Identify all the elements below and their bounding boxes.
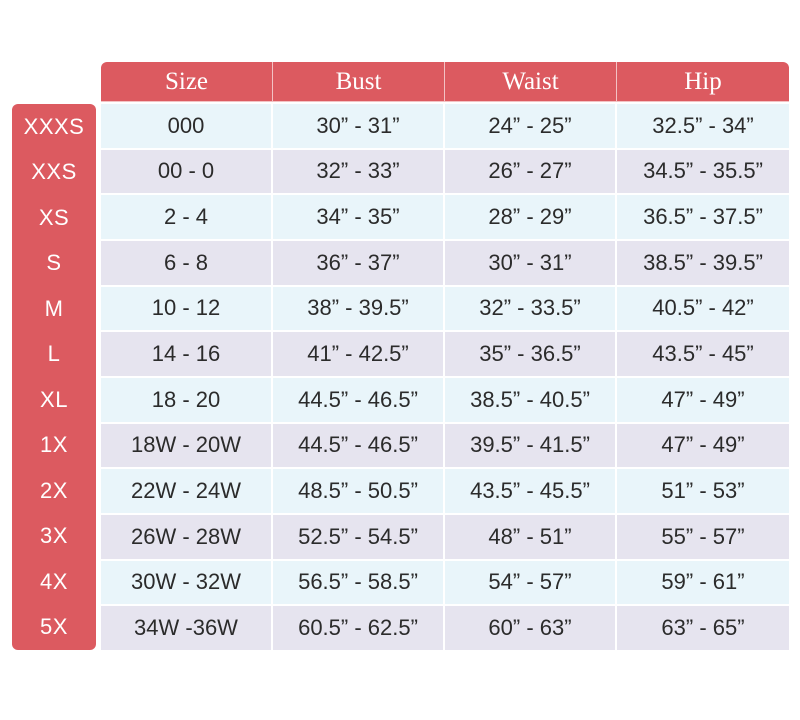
row-size-label: XS [38, 204, 70, 230]
row-size-label: XXS [31, 159, 77, 185]
table-cell: 30W - 32W [101, 561, 273, 605]
table-cell: 28” - 29” [445, 195, 617, 239]
header-waist: Waist [445, 62, 617, 102]
row-size-label: 3X [40, 523, 68, 549]
table-cell: 36.5” - 37.5” [617, 195, 789, 239]
table-cell: 63” - 65” [617, 606, 789, 650]
table-cell: 26W - 28W [101, 515, 273, 559]
table-cell: 00 - 0 [101, 150, 273, 194]
table-cell: 10 - 12 [101, 287, 273, 331]
table-cell: 56.5” - 58.5” [273, 561, 445, 605]
table-cell: 32” - 33.5” [445, 287, 617, 331]
row-size-label: M [44, 295, 64, 321]
table-cell: 38” - 39.5” [273, 287, 445, 331]
table-cell: 38.5” - 40.5” [445, 378, 617, 422]
table-cell: 55” - 57” [617, 515, 789, 559]
header-bust: Bust [273, 62, 445, 102]
table-cell: 000 [101, 104, 273, 148]
table-cell: 35” - 36.5” [445, 332, 617, 376]
table-cell: 60” - 63” [445, 606, 617, 650]
table-cell: 54” - 57” [445, 561, 617, 605]
table-cell: 43.5” - 45” [617, 332, 789, 376]
table-cell: 38.5” - 39.5” [617, 241, 789, 285]
table-cell: 60.5” - 62.5” [273, 606, 445, 650]
header-size: Size [101, 62, 273, 102]
table-cell: 14 - 16 [101, 332, 273, 376]
table-cell: 34W -36W [101, 606, 273, 650]
row-size-label: S [46, 250, 62, 276]
row-size-label: 2X [40, 477, 68, 503]
table-cell: 40.5” - 42” [617, 287, 789, 331]
table-cell: 22W - 24W [101, 469, 273, 513]
table-cell: 18W - 20W [101, 424, 273, 468]
table-cell: 47” - 49” [617, 424, 789, 468]
row-size-label: 1X [40, 432, 68, 458]
row-size-label: 4X [40, 568, 68, 594]
table-header [101, 62, 789, 102]
table-cell: 30” - 31” [273, 104, 445, 148]
table-cell: 47” - 49” [617, 378, 789, 422]
row-size-label: L [47, 341, 61, 367]
table-cell: 34.5” - 35.5” [617, 150, 789, 194]
row-size-label: 5X [40, 614, 68, 640]
size-chart-table [101, 104, 789, 650]
table-cell: 39.5” - 41.5” [445, 424, 617, 468]
table-cell: 48.5” - 50.5” [273, 469, 445, 513]
table-cell: 52.5” - 54.5” [273, 515, 445, 559]
header-hip: Hip [617, 62, 789, 102]
table-cell: 32” - 33” [273, 150, 445, 194]
table-cell: 30” - 31” [445, 241, 617, 285]
table-cell: 59” - 61” [617, 561, 789, 605]
table-cell: 36” - 37” [273, 241, 445, 285]
row-size-label: XXXS [23, 113, 85, 139]
table-cell: 24” - 25” [445, 104, 617, 148]
size-label-column [12, 104, 96, 650]
table-cell: 26” - 27” [445, 150, 617, 194]
table-cell: 44.5” - 46.5” [273, 424, 445, 468]
table-cell: 34” - 35” [273, 195, 445, 239]
row-size-label: XL [40, 386, 68, 412]
table-cell: 44.5” - 46.5” [273, 378, 445, 422]
table-cell: 51” - 53” [617, 469, 789, 513]
table-cell: 43.5” - 45.5” [445, 469, 617, 513]
table-cell: 2 - 4 [101, 195, 273, 239]
table-cell: 48” - 51” [445, 515, 617, 559]
table-cell: 41” - 42.5” [273, 332, 445, 376]
table-cell: 6 - 8 [101, 241, 273, 285]
table-cell: 18 - 20 [101, 378, 273, 422]
table-cell: 32.5” - 34” [617, 104, 789, 148]
